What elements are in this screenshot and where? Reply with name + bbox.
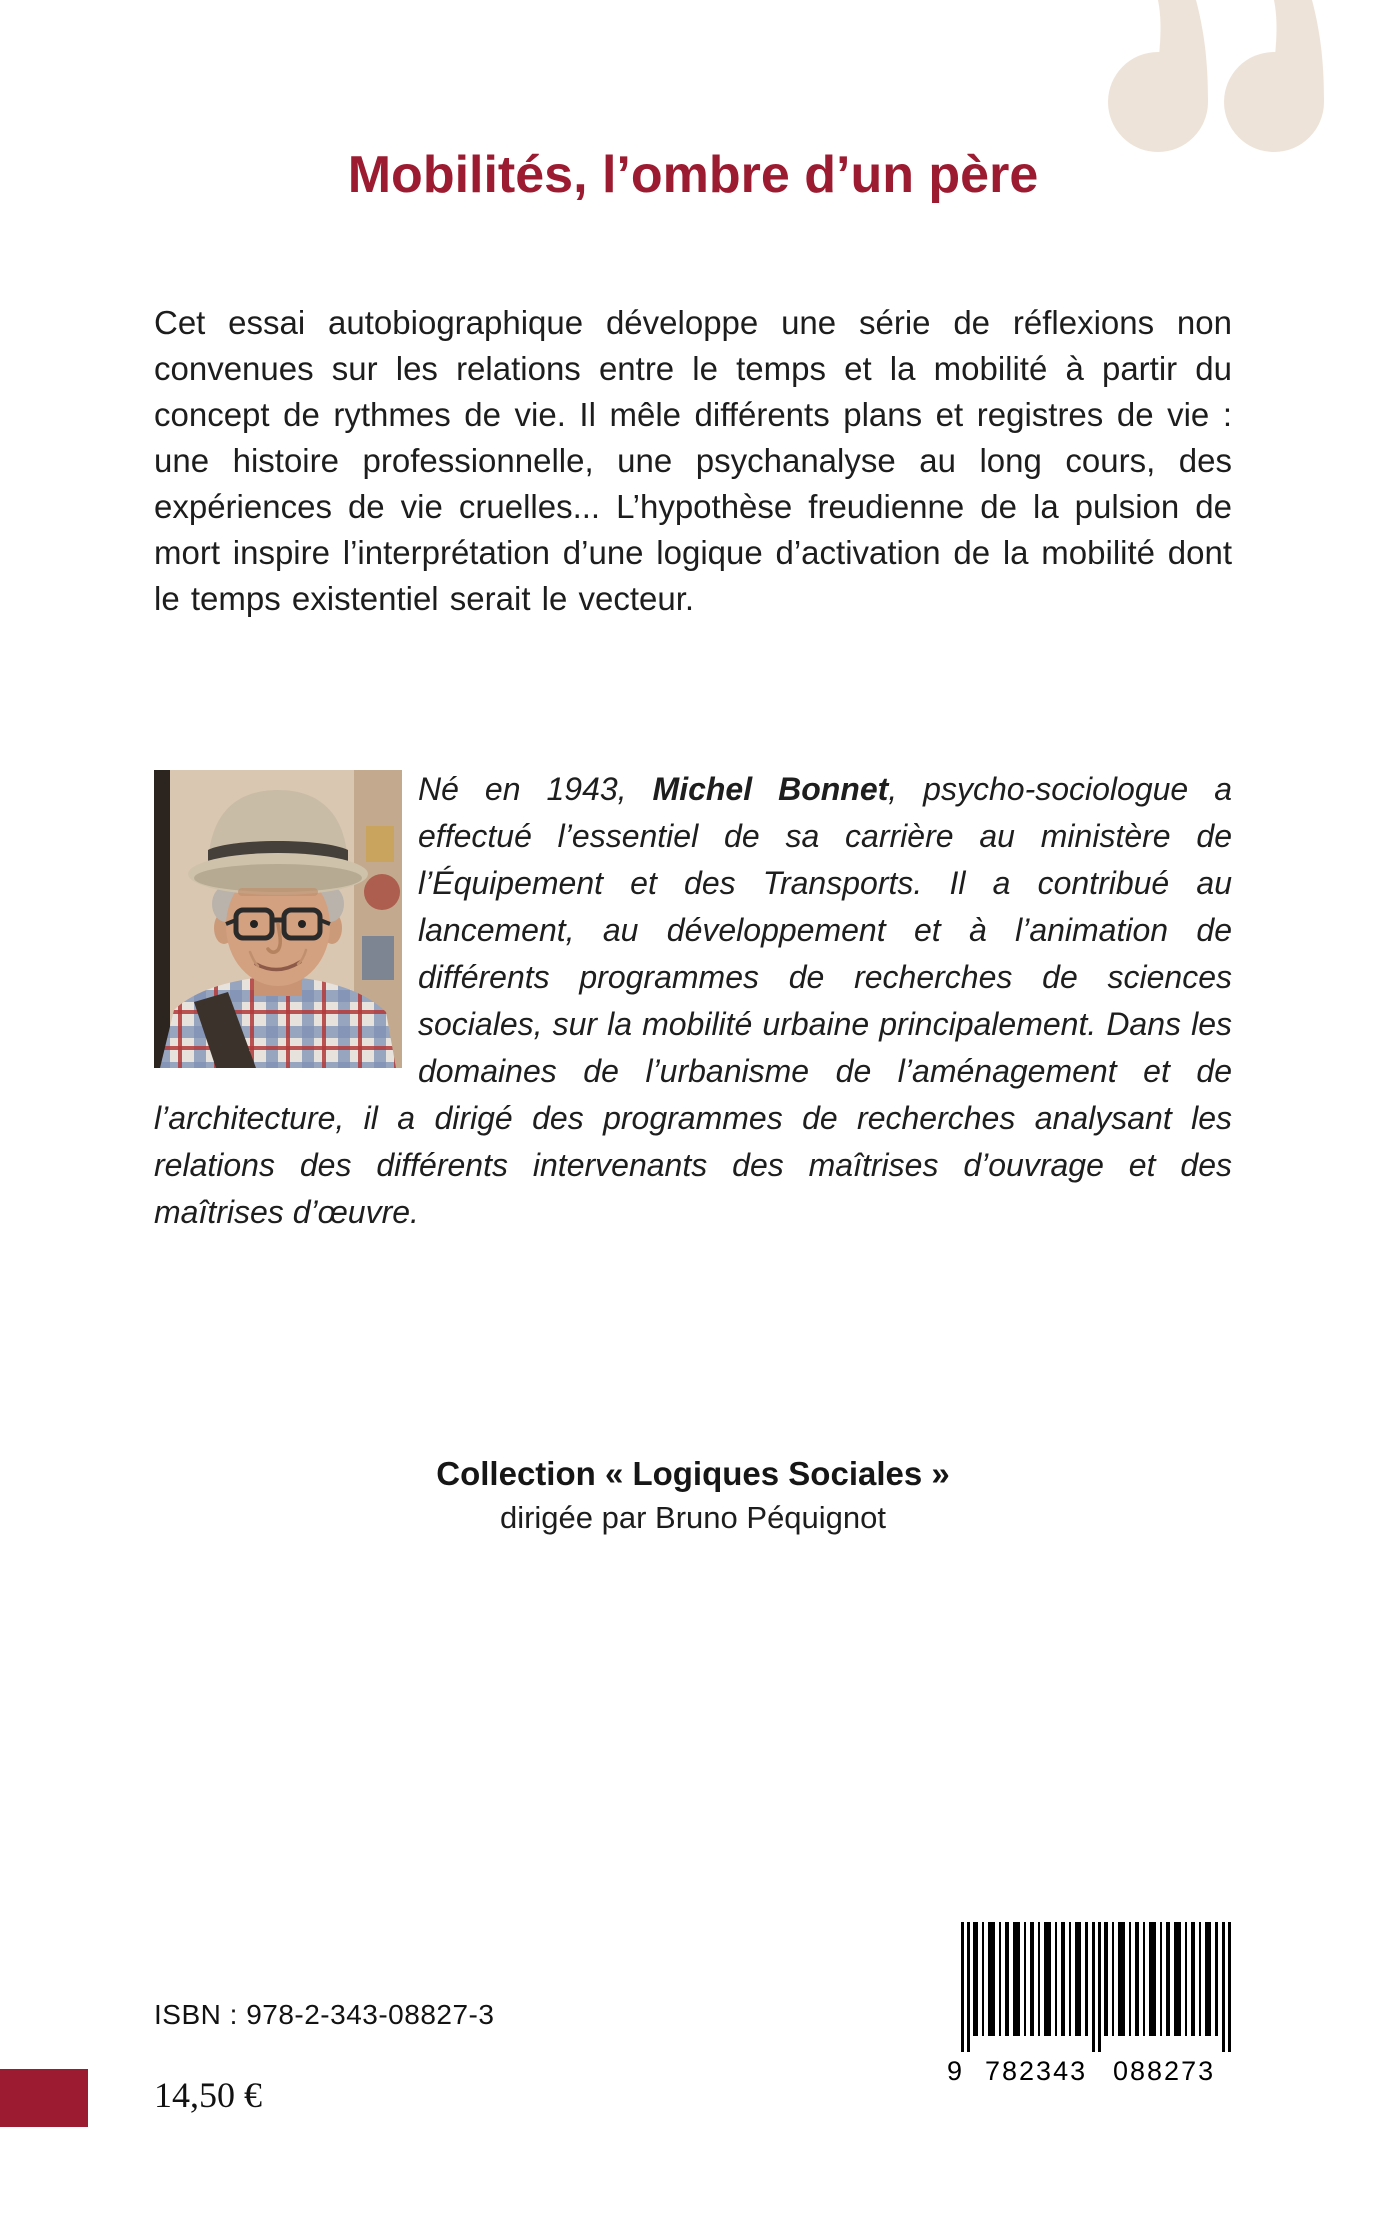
red-accent-bar [0, 2069, 88, 2127]
collection-block [154, 1452, 1232, 1540]
author-photo [154, 770, 402, 1068]
author-name: Michel Bonnet [652, 771, 889, 807]
synopsis-text: Cet essai autobiographique développe une série de réflexions non convenues sur les relations entre le temps et la mobilité à partir du concept de rythmes de vie. Il mêle différents plans et registres de vie : une histoire professionnelle, une psychanalyse au long cours, des expériences de vie cruelles... L’hypothèse freudienne de la pulsion de mort inspire l’interprétation d’une logique d’activation de la mobilité dont le temps existentiel serait le vecteur. [154, 304, 1232, 617]
price-text: 14,50 € [154, 2075, 262, 2115]
barcode-system-digit: 9 [947, 2056, 965, 2086]
barcode-bars [945, 1922, 1245, 2054]
collection-name: Collection « Logiques Sociales » [436, 1455, 950, 1492]
quote-marks-icon [1104, 0, 1330, 154]
barcode [945, 1922, 1245, 2094]
barcode-right-group: 088273 [1113, 2056, 1216, 2086]
barcode-digits [945, 2056, 1245, 2090]
bio-prefix: Né en 1943, [418, 771, 653, 807]
isbn-text: ISBN : 978-2-343-08827-3 [154, 1999, 495, 2030]
bio-suffix: , psycho-sociologue a effectué l’essentiel de sa carrière au ministère de l’Équipement et des Transports. Il a contribué au lancement, au développement et à l’animation de différents programmes de recherches de sciences sociales, sur la mobilité urbaine principalement. Dans les domaines de l’urbanisme de l’aménagement et de l’architecture, il a dirigé des programmes de recherches analysant les relations des différents intervenants des maîtrises d’ouvrage et des maîtrises d’œuvre. [154, 771, 1232, 1230]
book-title: Mobilités, l’ombre d’un père [347, 146, 1039, 204]
collection-director: dirigée par Bruno Péquignot [499, 1500, 887, 1535]
barcode-left-group: 782343 [985, 2056, 1088, 2086]
author-bio-section [154, 766, 1232, 1236]
